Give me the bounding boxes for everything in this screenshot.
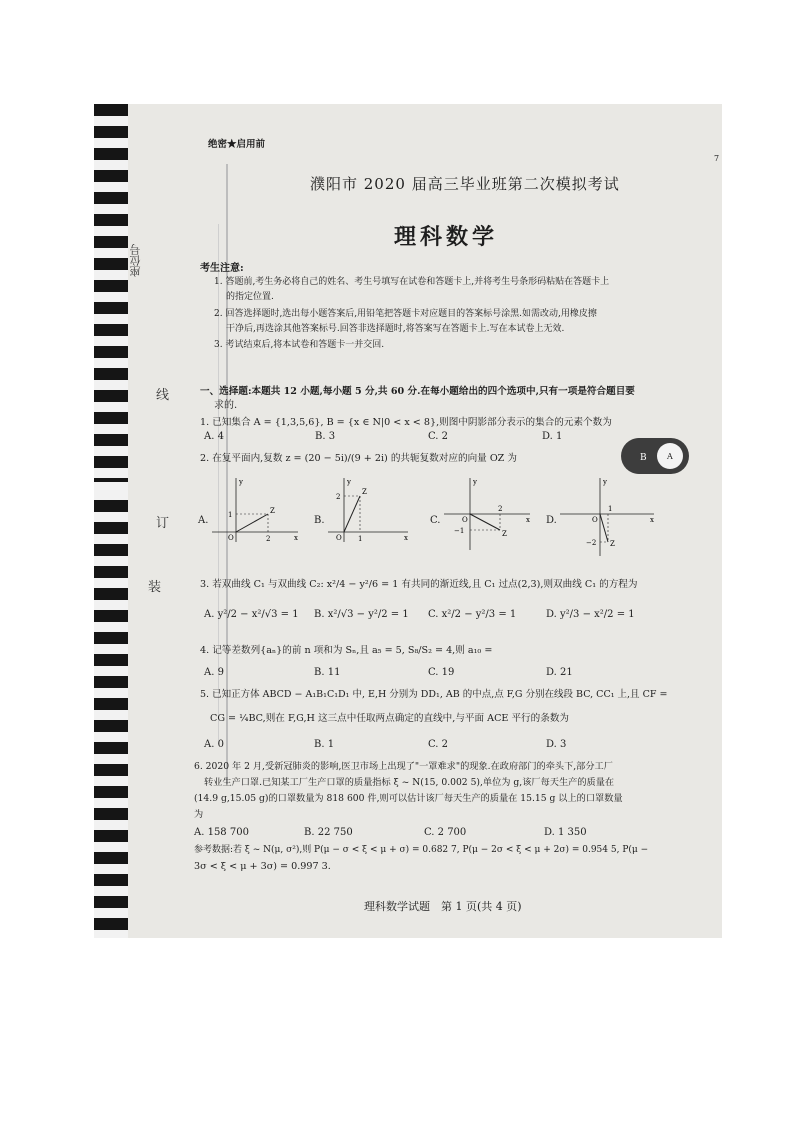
z-label: Z [362,488,367,496]
vector-oz [236,514,268,532]
z-label: Z [270,507,275,515]
venn-label-b: B [640,453,647,463]
notice-line-3: 3. 考试结束后,将本试卷和答题卡一并交回. [214,340,385,350]
origin-label: O [336,534,342,542]
venn-label-a: A [667,452,673,461]
secret-label: 绝密★启用前 [208,139,266,150]
q3-option-b: B. x²/√3 − y²/2 = 1 [314,609,409,620]
exam-page [194,104,722,938]
q1-stem: 1. 已知集合 A = {1,3,5,6}, B = {x ∈ N|0 < x < 8},则图中阴影部分表示的集合的元素个数为 [200,417,612,428]
subject-title: 理科数学 [394,224,499,250]
tick-label: 1 [608,505,613,513]
vector-oz [600,514,608,542]
q5-option-c: C. 2 [428,739,449,750]
q3-option-d: D. y²/3 − x²/2 = 1 [546,609,635,620]
q6-line-1: 6. 2020 年 2 月,受新冠肺炎的影响,医卫市场上出现了"一罩难求"的现象.在政府部门的牵头下,部分工厂 [194,761,613,772]
tick-label: 1 [358,535,363,543]
q3-option-a: A. y²/2 − x²/√3 = 1 [204,609,299,620]
binding-stripes [94,104,128,938]
q6-option-c: C. 2 700 [424,827,467,838]
scanned-exam-photo [94,104,722,938]
q6-line-4: 为 [194,809,204,820]
seat-label: 座位号 [129,244,142,277]
tick-label: −2 [586,539,597,547]
notice-line-1: 1. 答题前,考生务必将自己的姓名、考生号填写在试卷和答题卡上,并将考生号条形码粘贴在答题卡上 [214,277,610,287]
q3-option-c: C. x²/2 − y²/3 = 1 [428,609,517,620]
q4-option-c: C. 19 [428,667,455,678]
z-label: Z [502,530,507,538]
tick-label: 2 [266,535,271,543]
notice-line-2: 2. 回答选择题时,选出每小题答案后,用铅笔把答题卡对应题目的答案标号涂黑.如需改动,用橡皮擦 [214,309,597,319]
x-label: x [650,516,654,524]
origin-label: O [462,516,468,524]
vector-oz [470,514,500,530]
tick-label: 1 [228,511,233,519]
page-mark: 7 [714,154,720,163]
q6-line-2: 转业生产口罩.已知某工厂生产口罩的质量指标 ξ ~ N(15, 0.002 5),单位为 g,该厂每天生产的质量在 [204,777,615,788]
q1-option-a: A. 4 [204,431,224,442]
q2-option-d-label: D. [546,515,557,526]
q4-option-b: B. 11 [314,667,341,678]
tick-label: 2 [498,505,503,513]
section-heading-2: 求的. [214,400,238,411]
q1-option-c: C. 2 [428,431,449,442]
notice-heading: 考生注意: [200,263,244,274]
q6-option-a: A. 158 700 [194,827,249,838]
q1-option-d: D. 1 [542,431,563,442]
notice-line-1b: 的指定位置. [226,292,274,302]
q2-option-c-label: C. [430,515,441,526]
q2-option-a-label: A. [198,515,209,526]
q6-option-d: D. 1 350 [544,827,587,838]
exam-title: 濮阳市 2020 届高三毕业班第二次模拟考试 [310,175,620,193]
q6-reference-2: 3σ < ξ < μ + 3σ) = 0.997 3. [194,861,331,872]
venn-diagram [620,436,690,476]
page-footer: 理科数学试题 第 1 页(共 4 页) [364,900,522,913]
x-label: x [526,516,530,524]
notice-line-2b: 干净后,再选涂其他答案标号.回答非选择题时,将答案写在答题卡上.写在本试卷上无效. [226,324,565,334]
q5-line-2: CG = ¼BC,则在 F,G,H 这三点中任取两点确定的直线中,与平面 ACE 平行的条数为 [210,713,570,724]
q5-option-b: B. 1 [314,739,335,750]
origin-label: O [228,534,234,542]
q2-graph-d [556,474,660,560]
q2-stem: 2. 在复平面内,复数 z = (20 − 5i)/(9 + 2i) 的共轭复数对应的向量 OZ 为 [200,453,517,464]
origin-label: O [592,516,598,524]
margin-line-char: 线 [156,388,170,403]
q5-option-d: D. 3 [546,739,567,750]
x-label: x [404,534,408,542]
q6-option-b: B. 22 750 [304,827,353,838]
q1-option-b: B. 3 [315,431,336,442]
margin-pack-char: 装 [148,580,162,595]
q5-option-a: A. 0 [204,739,224,750]
section-heading: 一、选择题:本题共 12 小题,每小题 5 分,共 60 分.在每小题给出的四个选项中,只有一项是符合题目要 [200,386,635,397]
q6-reference-1: 参考数据:若 ξ ~ N(μ, σ²),则 P(μ − σ < ξ < μ + σ) = 0.682 7, P(μ − 2σ < ξ < μ + 2σ) = 0.954 5, P(μ − [194,845,649,855]
q2-option-b-label: B. [314,515,325,526]
q6-line-3: (14.9 g,15.05 g)的口罩数量为 818 600 件,则可以估计该厂每天生产的质量在 15.15 g 以上的口罩数量 [194,793,623,804]
q2-graph-a [208,474,304,544]
vector-oz [344,496,360,532]
y-label: y [239,478,243,486]
y-label: y [473,478,477,486]
tick-label: −1 [454,527,465,535]
q5-line-1: 5. 已知正方体 ABCD − A₁B₁C₁D₁ 中, E,H 分别为 DD₁, AB 的中点,点 F,G 分别在线段 BC, CC₁ 上,且 CF = [200,689,668,700]
y-label: y [347,478,351,486]
tick-label: 2 [336,493,341,501]
q4-option-d: D. 21 [546,667,573,678]
x-label: x [294,534,298,542]
stripe-gap [94,482,128,492]
z-label: Z [610,540,615,548]
q4-option-a: A. 9 [204,667,224,678]
y-label: y [603,478,607,486]
margin-bind-char: 订 [156,516,170,531]
q2-graph-c [440,474,536,554]
q4-stem: 4. 记等差数列{aₙ}的前 n 项和为 Sₙ,且 a₅ = 5, S₈/S₂ = 4,则 a₁₀ = [200,645,493,656]
q3-stem: 3. 若双曲线 C₁ 与双曲线 C₂: x²/4 − y²/6 = 1 有共同的渐近线,且 C₁ 过点(2,3),则双曲线 C₁ 的方程为 [200,579,638,590]
q2-graph-b [324,474,414,544]
